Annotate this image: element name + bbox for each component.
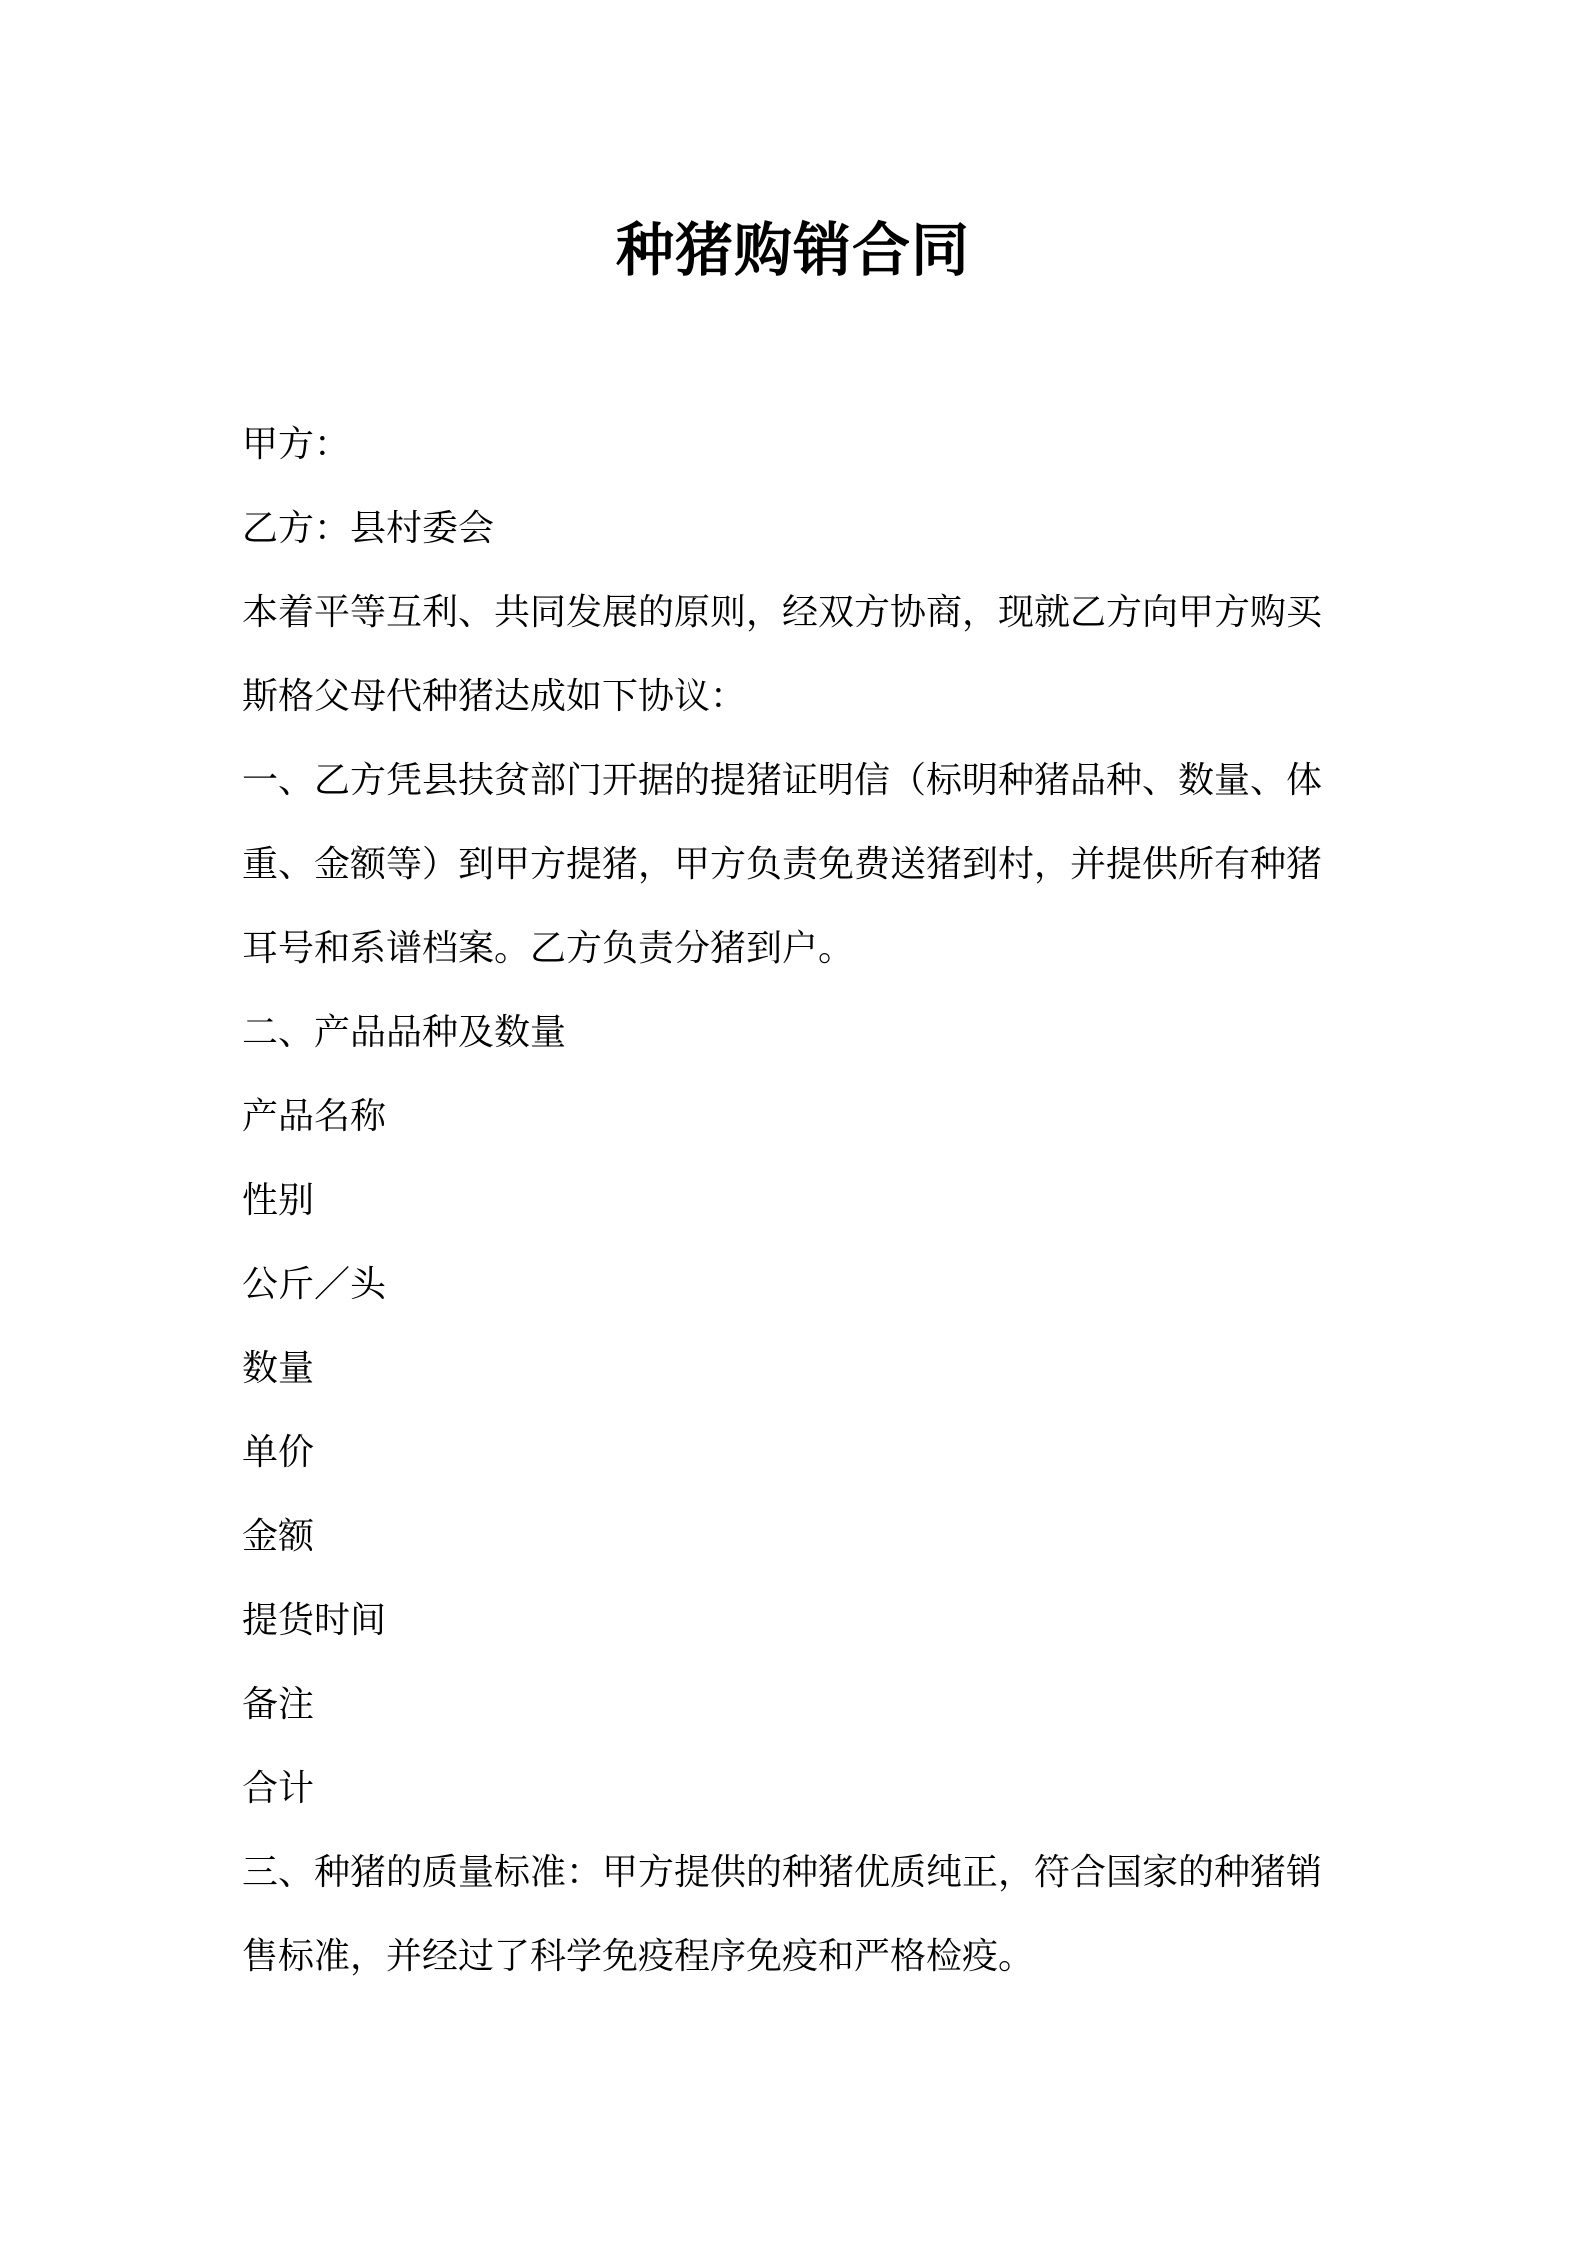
field-total: 合计 xyxy=(242,1768,315,1809)
party-a-line: 甲方： xyxy=(242,424,351,465)
party-b-line: 乙方：县村委会 xyxy=(242,508,495,549)
field-product-name: 产品名称 xyxy=(242,1096,387,1137)
field-remarks: 备注 xyxy=(242,1684,315,1725)
document-body xyxy=(242,403,1357,1999)
field-amount: 金额 xyxy=(242,1516,315,1557)
field-pickup-time: 提货时间 xyxy=(242,1600,387,1641)
clause-3-line-1: 三、种猪的质量标准：甲方提供的种猪优质纯正，符合国家的种猪销 xyxy=(242,1852,1323,1893)
clause-1-line-2: 重、金额等）到甲方提猪，甲方负责免费送猪到村，并提供所有种猪 xyxy=(242,844,1323,885)
document-title: 种猪购销合同 xyxy=(615,216,970,284)
intro-line-1: 本着平等互利、共同发展的原则，经双方协商，现就乙方向甲方购买 xyxy=(242,592,1323,633)
field-quantity: 数量 xyxy=(242,1348,315,1389)
field-kg-per-head: 公斤／头 xyxy=(242,1264,387,1305)
clause-1-line-3: 耳号和系谱档案。乙方负责分猪到户。 xyxy=(242,928,855,969)
intro-line-2: 斯格父母代种猪达成如下协议： xyxy=(242,676,747,717)
field-gender: 性别 xyxy=(242,1180,315,1221)
clause-2-heading: 二、产品品种及数量 xyxy=(242,1012,567,1053)
field-unit-price: 单价 xyxy=(242,1432,315,1473)
clause-3-line-2: 售标准，并经过了科学免疫程序免疫和严格检疫。 xyxy=(242,1936,1035,1977)
clause-1-line-1: 一、乙方凭县扶贫部门开据的提猪证明信（标明种猪品种、数量、体 xyxy=(242,760,1323,801)
